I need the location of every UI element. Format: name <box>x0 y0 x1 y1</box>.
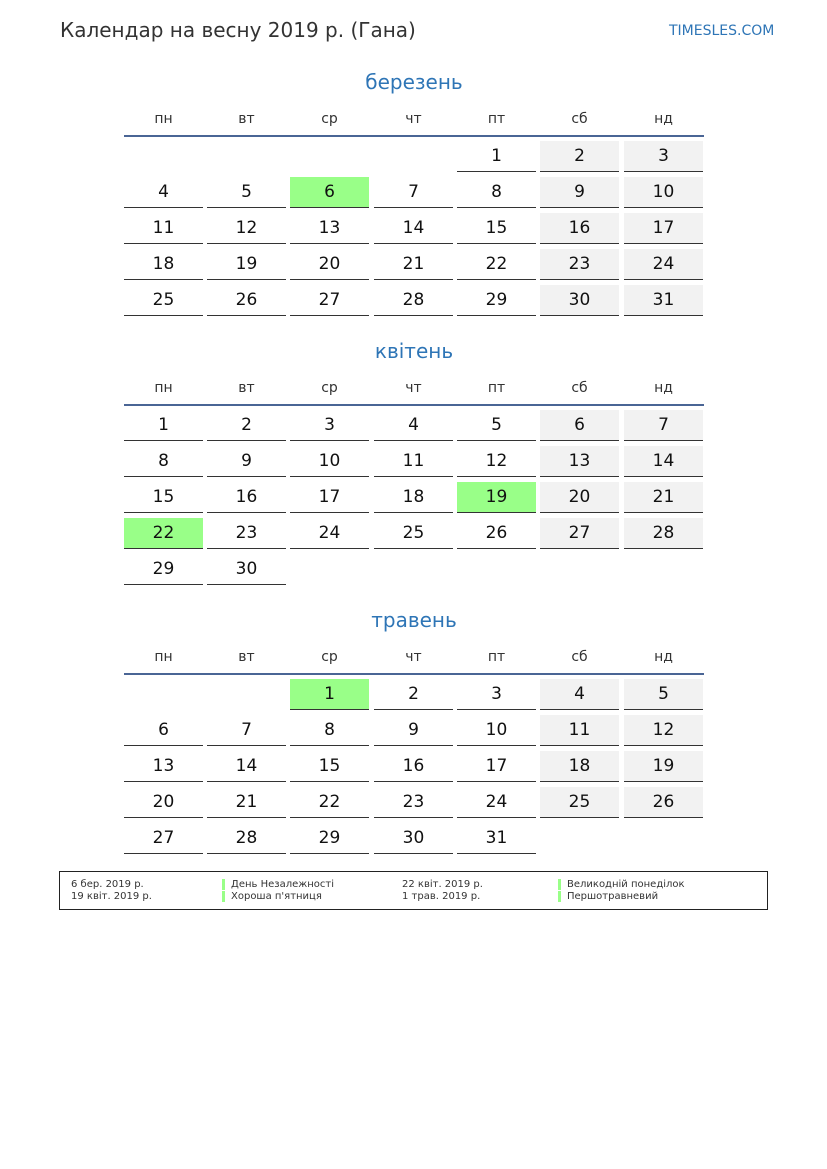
weekday-label: чт <box>405 111 422 127</box>
day-cell: 27 <box>290 285 369 316</box>
day-cell: 4 <box>124 177 203 208</box>
header-rule <box>124 673 704 675</box>
day-cell: 25 <box>540 787 619 818</box>
day-cell: 16 <box>207 482 286 513</box>
day-cell: 14 <box>207 751 286 782</box>
day-cell: 20 <box>124 787 203 818</box>
legend-holiday-name: Першотравневий <box>567 891 659 902</box>
day-cell: 24 <box>624 249 703 280</box>
weekday-label: нд <box>654 649 673 665</box>
day-cell: 18 <box>540 751 619 782</box>
site-link[interactable]: TIMESLES.COM <box>669 23 775 39</box>
day-cell: 19 <box>624 751 703 782</box>
day-cell: 9 <box>540 177 619 208</box>
day-cell: 2 <box>374 679 453 710</box>
day-cell: 16 <box>374 751 453 782</box>
day-cell: 3 <box>624 141 703 172</box>
legend-color-marker <box>222 879 225 890</box>
month-name: березень <box>365 70 463 94</box>
day-cell: 7 <box>624 410 703 441</box>
weekday-header <box>124 649 704 665</box>
day-cell: 17 <box>457 751 536 782</box>
day-cell: 8 <box>290 715 369 746</box>
day-cell: 12 <box>624 715 703 746</box>
day-cell: 26 <box>624 787 703 818</box>
holiday-day-cell: 6 <box>290 177 369 208</box>
day-cell: 17 <box>624 213 703 244</box>
weekday-label: сб <box>571 380 588 396</box>
day-cell: 21 <box>374 249 453 280</box>
day-cell: 2 <box>207 410 286 441</box>
page-title: Календар на весну 2019 р. (Гана) <box>60 18 416 42</box>
day-cell: 9 <box>207 446 286 477</box>
day-cell: 18 <box>124 249 203 280</box>
legend-date: 1 трав. 2019 р. <box>402 891 481 902</box>
weekday-label: ср <box>321 111 338 127</box>
day-cell: 5 <box>457 410 536 441</box>
day-cell: 4 <box>540 679 619 710</box>
day-cell: 30 <box>540 285 619 316</box>
day-cell: 18 <box>374 482 453 513</box>
weekday-label: чт <box>405 649 422 665</box>
weekday-label: вт <box>238 111 255 127</box>
legend-color-marker <box>222 891 225 902</box>
day-cell: 24 <box>457 787 536 818</box>
day-cell: 11 <box>374 446 453 477</box>
day-cell: 24 <box>290 518 369 549</box>
day-cell: 8 <box>457 177 536 208</box>
day-cell: 14 <box>374 213 453 244</box>
day-cell: 7 <box>207 715 286 746</box>
legend-holiday-name: Великодній понеділок <box>567 879 685 890</box>
day-cell: 22 <box>457 249 536 280</box>
day-cell: 13 <box>124 751 203 782</box>
day-cell: 12 <box>207 213 286 244</box>
weekday-header <box>124 380 704 396</box>
day-cell: 15 <box>290 751 369 782</box>
day-grid <box>124 410 704 590</box>
day-cell: 12 <box>457 446 536 477</box>
day-cell: 2 <box>540 141 619 172</box>
day-cell: 26 <box>207 285 286 316</box>
day-cell: 29 <box>124 554 203 585</box>
day-cell: 20 <box>540 482 619 513</box>
month-name: квітень <box>374 339 454 363</box>
day-cell: 28 <box>624 518 703 549</box>
weekday-label: сб <box>571 649 588 665</box>
weekday-label: вт <box>238 649 255 665</box>
weekday-label: нд <box>654 380 673 396</box>
day-cell: 1 <box>457 141 536 172</box>
legend-date: 19 квіт. 2019 р. <box>71 891 152 902</box>
day-cell: 3 <box>290 410 369 441</box>
day-cell: 5 <box>207 177 286 208</box>
day-cell: 1 <box>124 410 203 441</box>
day-cell: 7 <box>374 177 453 208</box>
legend-date: 22 квіт. 2019 р. <box>402 879 483 890</box>
weekday-label: нд <box>654 111 673 127</box>
day-cell: 29 <box>457 285 536 316</box>
day-cell: 19 <box>207 249 286 280</box>
day-cell: 30 <box>207 554 286 585</box>
day-grid <box>124 679 704 859</box>
weekday-label: пн <box>154 111 173 127</box>
legend-holiday-name: День Незалежності <box>231 879 335 890</box>
weekday-label: пн <box>154 380 173 396</box>
day-cell: 23 <box>374 787 453 818</box>
day-cell: 28 <box>207 823 286 854</box>
weekday-label: пт <box>487 380 506 396</box>
day-cell: 6 <box>540 410 619 441</box>
day-cell: 13 <box>290 213 369 244</box>
day-cell: 8 <box>124 446 203 477</box>
day-cell: 10 <box>624 177 703 208</box>
weekday-label: пт <box>487 111 506 127</box>
legend-color-marker <box>558 891 561 902</box>
legend-holiday-name: Хороша п'ятниця <box>231 891 322 902</box>
weekday-label: ср <box>321 380 338 396</box>
day-cell: 31 <box>624 285 703 316</box>
day-cell: 17 <box>290 482 369 513</box>
day-cell: 27 <box>124 823 203 854</box>
day-cell: 20 <box>290 249 369 280</box>
header-rule <box>124 135 704 137</box>
day-cell: 28 <box>374 285 453 316</box>
day-cell: 10 <box>290 446 369 477</box>
day-cell: 16 <box>540 213 619 244</box>
weekday-label: сб <box>571 111 588 127</box>
day-grid <box>124 141 704 321</box>
day-cell: 22 <box>290 787 369 818</box>
day-cell: 3 <box>457 679 536 710</box>
day-cell: 15 <box>457 213 536 244</box>
day-cell: 25 <box>124 285 203 316</box>
day-cell: 14 <box>624 446 703 477</box>
day-cell: 25 <box>374 518 453 549</box>
legend-date: 6 бер. 2019 р. <box>71 879 144 890</box>
holiday-legend <box>59 871 768 910</box>
day-cell: 26 <box>457 518 536 549</box>
day-cell: 27 <box>540 518 619 549</box>
day-cell: 9 <box>374 715 453 746</box>
day-cell: 29 <box>290 823 369 854</box>
day-cell: 11 <box>540 715 619 746</box>
legend-color-marker <box>558 879 561 890</box>
weekday-header <box>124 111 704 127</box>
day-cell: 11 <box>124 213 203 244</box>
header-rule <box>124 404 704 406</box>
day-cell: 13 <box>540 446 619 477</box>
weekday-label: вт <box>238 380 255 396</box>
weekday-label: ср <box>321 649 338 665</box>
day-cell: 10 <box>457 715 536 746</box>
month-name: травень <box>371 608 457 632</box>
day-cell: 4 <box>374 410 453 441</box>
holiday-day-cell: 1 <box>290 679 369 710</box>
day-cell: 21 <box>207 787 286 818</box>
day-cell: 5 <box>624 679 703 710</box>
day-cell: 21 <box>624 482 703 513</box>
weekday-label: пн <box>154 649 173 665</box>
day-cell: 6 <box>124 715 203 746</box>
day-cell: 30 <box>374 823 453 854</box>
holiday-day-cell: 22 <box>124 518 203 549</box>
holiday-day-cell: 19 <box>457 482 536 513</box>
weekday-label: пт <box>487 649 506 665</box>
day-cell: 15 <box>124 482 203 513</box>
weekday-label: чт <box>405 380 422 396</box>
day-cell: 23 <box>207 518 286 549</box>
day-cell: 23 <box>540 249 619 280</box>
day-cell: 31 <box>457 823 536 854</box>
